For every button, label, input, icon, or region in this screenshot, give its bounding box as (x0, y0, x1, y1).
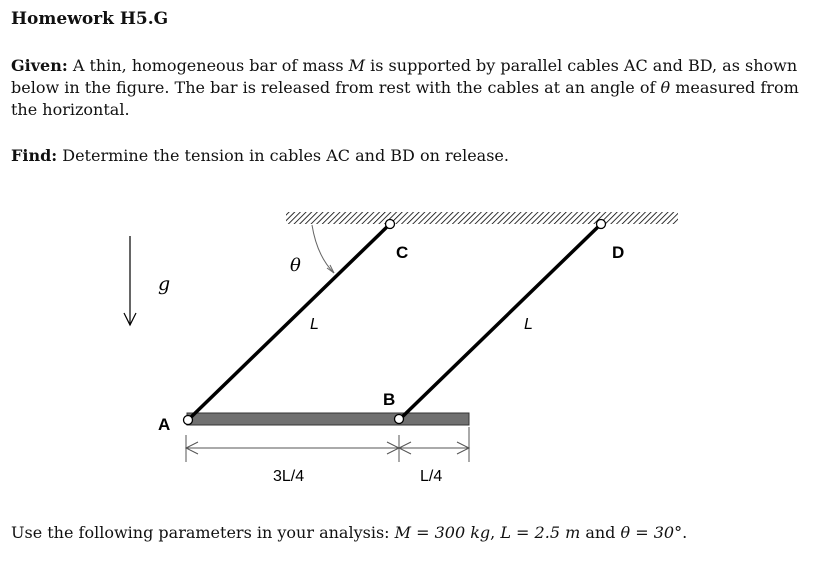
cable-AC-length: L (310, 316, 319, 333)
param-sep-2: and (580, 523, 621, 542)
parameters-prefix: Use the following parameters in your analysis: (11, 523, 395, 542)
pin-A (184, 416, 193, 425)
pin-B (395, 415, 404, 424)
label-C: C (396, 243, 409, 262)
find-paragraph (11, 145, 829, 167)
gravity-arrow (124, 236, 136, 325)
param-length: L = 2.5 m (500, 523, 581, 542)
find-text: Determine the tension in cables AC and BD on release. (57, 146, 509, 165)
parameters-paragraph (11, 522, 829, 544)
mass-symbol: M (348, 56, 366, 75)
label-D: D (612, 243, 625, 262)
pin-C (386, 220, 395, 229)
given-label: Given: (11, 56, 68, 75)
cable-BD-length: L (524, 316, 533, 333)
dimension-3L-4: 3L/4 (273, 468, 305, 485)
given-text-3: measured from the horizontal. (11, 78, 799, 119)
param-theta: θ = 30° (620, 523, 683, 542)
dimension-L-4: L/4 (420, 468, 443, 485)
bar-cable-figure (0, 195, 840, 495)
param-sep-1: , (490, 523, 501, 542)
homework-title: Homework H5.G (11, 9, 169, 29)
label-B: B (383, 390, 396, 409)
given-text-1: A thin, homogeneous bar of mass (67, 56, 349, 75)
cable-AC (188, 224, 390, 420)
dimension-lines (186, 427, 469, 462)
pin-D (597, 220, 606, 229)
ceiling-support (286, 212, 678, 224)
find-label: Find: (11, 146, 58, 165)
theta-label: θ (290, 255, 301, 276)
label-A: A (158, 415, 171, 434)
given-text-2: is supported by parallel cables AC and BD, as shown below in the figure. The bar is released from rest with the cables at an angle of (11, 56, 798, 97)
param-end: . (682, 523, 688, 542)
homogeneous-bar (187, 413, 469, 425)
gravity-label: g (158, 273, 171, 295)
param-mass: M = 300 kg (394, 523, 491, 542)
theta-symbol: θ (660, 78, 671, 97)
cable-BD (399, 224, 601, 420)
given-paragraph (11, 55, 829, 121)
